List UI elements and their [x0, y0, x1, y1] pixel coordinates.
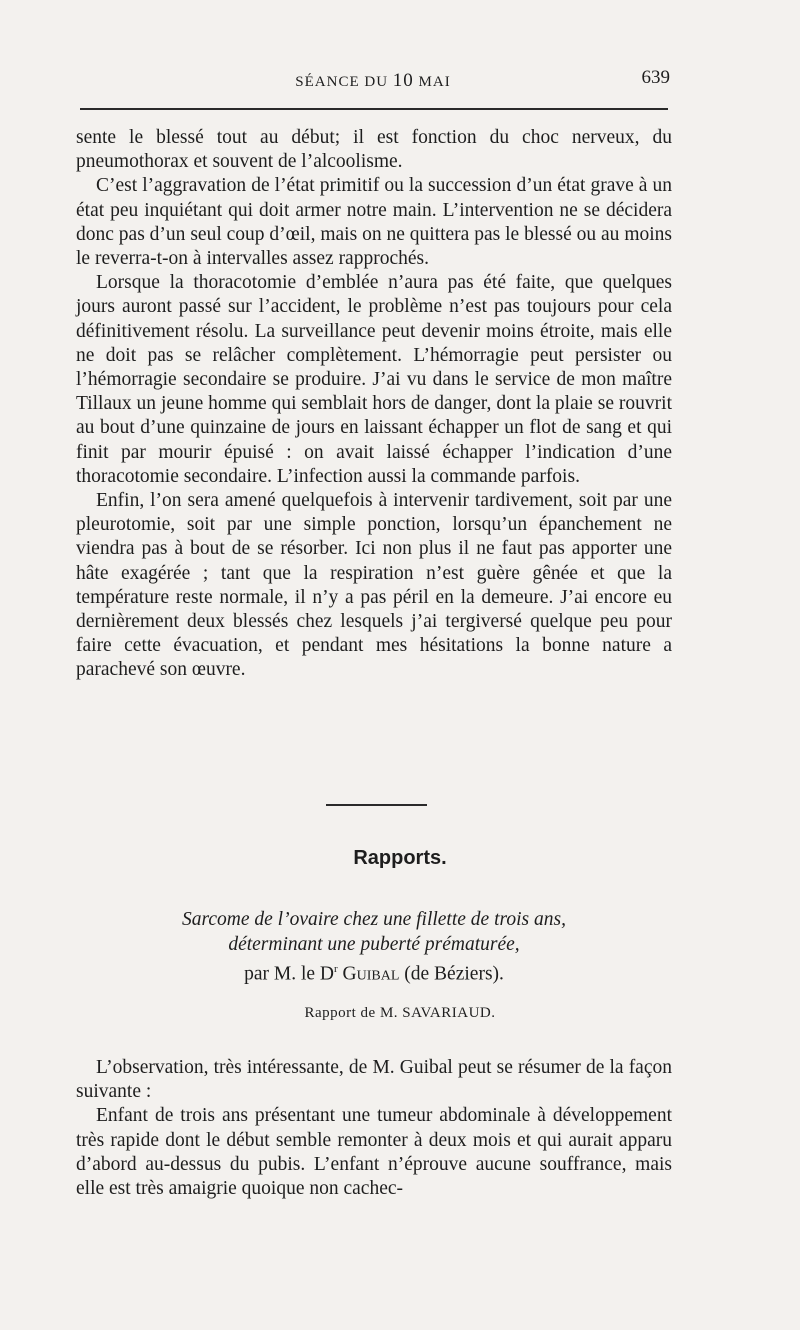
running-head-suffix: MAI — [413, 74, 451, 90]
report-body-text — [76, 1056, 672, 1201]
section-title: Rapports. — [353, 847, 447, 869]
page-header — [76, 62, 670, 92]
body-text — [76, 126, 672, 683]
article-title-line-2: déterminant une puberté prématurée, — [228, 934, 520, 955]
author-suffix: (de Béziers). — [399, 963, 504, 985]
author-prefix: par M. le D — [244, 963, 334, 985]
running-head — [76, 70, 670, 92]
paragraph: C’est l’aggravation de l’état primitif ou la succession d’un état grave à un état peu inquiétant qui doit armer notre main. L’intervention ne se décidera donc pas d’un seul coup d’œil, mais on ne quittera pas le blessé ou au moins le reverra-t-on à intervalles assez rapprochés. — [76, 175, 672, 270]
article-author — [76, 957, 672, 987]
running-head-prefix: SÉANCE DU — [295, 74, 393, 90]
paragraph-continued: sente le blessé tout au début; il est fonction du choc nerveux, du pneumothorax et souvent de l’alcoolisme. — [76, 127, 672, 173]
section-divider — [326, 804, 427, 806]
paragraph: Enfant de trois ans présentant une tumeur abdominale à développement très rapide dont le début semble remonter à deux mois et qui aurait apparu d’abord au-dessus du pubis. L’enfant n’éprouve aucune souffrance, mais elle est très amaigrie quoique non cachec- — [76, 1105, 672, 1200]
paragraph: Lorsque la thoracotomie d’emblée n’aura pas été faite, que quelques jours auront passé sur l’accident, le problème n’est pas toujours pour cela définitivement résolu. La surveillance peut devenir moins étroite, mais elle ne doit pas se relâcher complètement. L’hémorragie peut persister ou l’hémorragie secondaire se produire. J’ai vu dans le service de mon maître Tillaux un jeune homme qui semblait hors de danger, dont la plaie se rouvrit au bout d’une quinzaine de jours en laissant échapper un flot de sang et qui finit par mourir épuisé : on avait laissé échapper l’indication d’une thoracotomie secondaire. L’infection aussi la commande parfois. — [76, 272, 672, 487]
author-name: Guibal — [342, 963, 400, 985]
paragraph: Enfin, l’on sera amené quelquefois à intervenir tardivement, soit par une pleurotomie, soit par une simple ponction, lorsqu’un épanchement ne viendra pas à bout de se résorber. Ici non plus il ne faut pas apporter une hâte exagérée ; tant que la respiration n’est guère gênée et que la température reste normale, il n’y a pas péril en la demeure. J’ai encore eu dernièrement deux blessés chez lesquels j’ai tergiversé quelque peu pour faire cette évacuation, et pendant mes hésitations la bonne nature a parachevé son œuvre. — [76, 490, 672, 681]
paragraph: L’observation, très intéressante, de M. Guibal peut se résumer de la façon suivante : — [76, 1057, 672, 1103]
report-by: Rapport de M. SAVARIAUD. — [304, 1005, 496, 1021]
header-rule — [80, 108, 668, 110]
author-title-sup: r — [334, 963, 338, 975]
page-number: 639 — [641, 67, 670, 88]
article-title-line-1: Sarcome de l’ovaire chez une fillette de trois ans, — [182, 909, 566, 930]
article-title — [76, 907, 672, 987]
running-head-day: 10 — [392, 70, 414, 91]
